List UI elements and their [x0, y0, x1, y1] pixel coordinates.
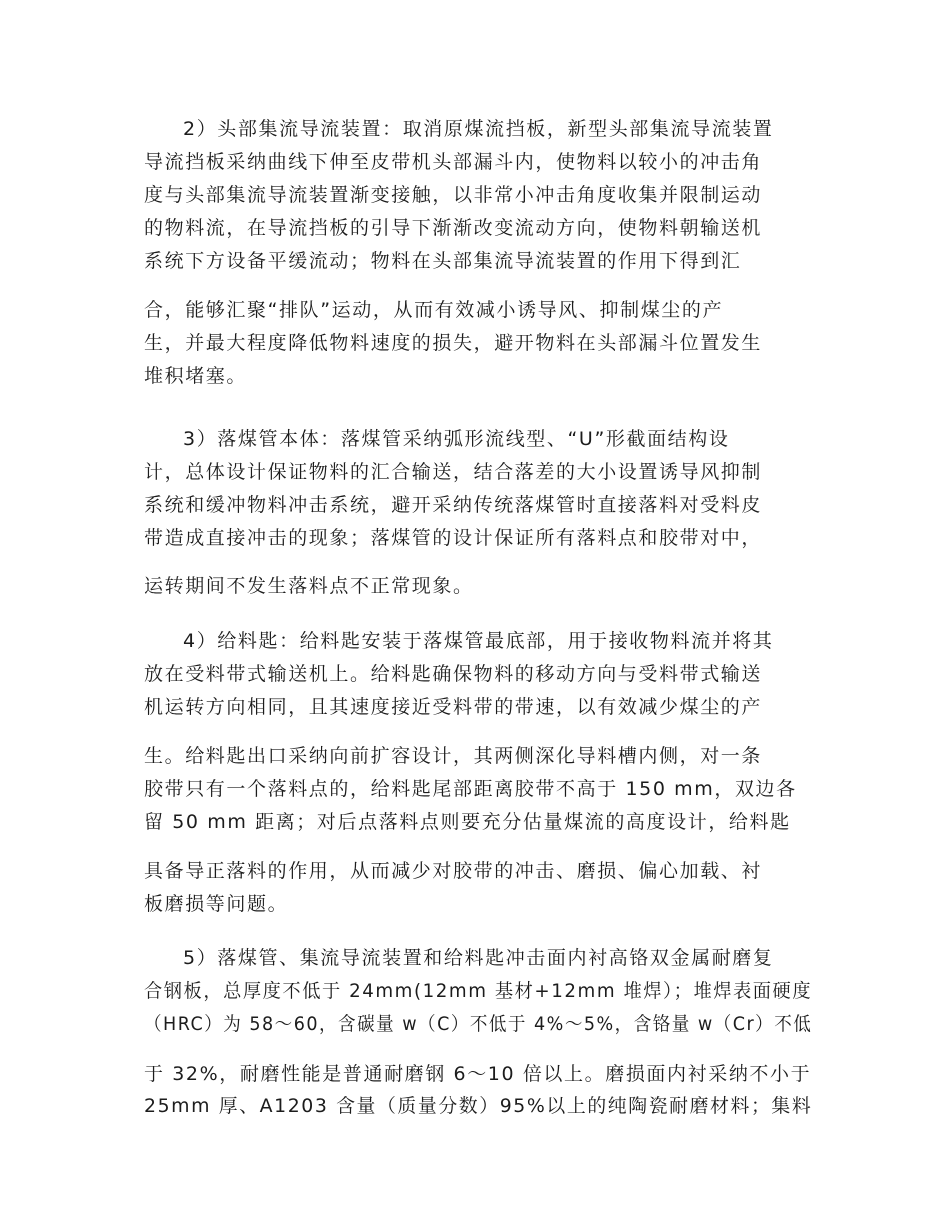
text-line: 2）头部集流导流装置：取消原煤流挡板，新型头部集流导流装置: [183, 118, 774, 140]
text-line: 导流挡板采纳曲线下伸至皮带机头部漏斗内，使物料以较小的冲击角: [144, 151, 763, 173]
text-line: 4）给料匙：给料匙安装于落煤管最底部，用于接收物料流并将其: [183, 630, 774, 652]
text-line: 计，总体设计保证物料的汇合输送，结合落差的大小设置诱导风抑制: [144, 461, 763, 483]
text-line: 放在受料带式输送机上。给料匙确保物料的移动方向与受料带式输送: [144, 663, 763, 685]
text-line: 带造成直接冲击的现象；落煤管的设计保证所有落料点和胶带对中，: [144, 527, 763, 549]
text-line: 机运转方向相同，且其速度接近受料带的带速，以有效减少煤尘的产: [144, 696, 763, 718]
text-line: （HRC）为 58～60，含碳量 w（C）不低于 4%～5%，含铬量 w（Cr）不低: [144, 1013, 813, 1035]
text-line: 系统下方设备平缓流动；物料在头部集流导流装置的作用下得到汇: [144, 250, 742, 272]
text-line: 胶带只有一个落料点的，给料匙尾部距离胶带不高于 150 mm，双边各: [144, 778, 797, 800]
text-line: 板磨损等问题。: [144, 893, 289, 915]
text-line: 留 50 mm 距离；对后点落料点则要充分估量煤流的高度设计，给料匙: [144, 811, 791, 833]
text-line: 运转期间不发生落料点不正常现象。: [144, 575, 474, 597]
text-line: 生，并最大程度降低物料速度的损失，避开物料在头部漏斗位置发生: [144, 332, 763, 354]
text-line: 度与头部集流导流装置渐变接触，以非常小冲击角度收集并限制运动: [144, 184, 763, 206]
text-line: 合，能够汇聚“排队”运动，从而有效减小诱导风、抑制煤尘的产: [144, 299, 724, 321]
text-line: 3）落煤管本体：落煤管采纳弧形流线型、“U”形截面结构设: [183, 428, 730, 450]
text-line: 生。给料匙出口采纳向前扩容设计，其两侧深化导料槽内侧，对一条: [144, 745, 763, 767]
text-line: 合钢板，总厚度不低于 24mm(12mm 基材+12mm 堆焊）；堆焊表面硬度: [144, 980, 813, 1002]
text-line: 堆积堵塞。: [144, 365, 248, 387]
text-line: 系统和缓冲物料冲击系统，避开采纳传统落煤管时直接落料对受料皮: [144, 494, 763, 516]
text-line: 5）落煤管、集流导流装置和给料匙冲击面内衬高铬双金属耐磨复: [183, 947, 774, 969]
text-line: 于 32%，耐磨性能是普通耐磨钢 6～10 倍以上。磨损面内衬采纳不小于: [144, 1063, 812, 1085]
text-line: 具备导正落料的作用，从而减少对胶带的冲击、磨损、偏心加载、衬: [144, 860, 763, 882]
text-line: 25mm 厚、A1203 含量（质量分数）95%以上的纯陶瓷耐磨材料；集料: [144, 1095, 813, 1117]
text-line: 的物料流，在导流挡板的引导下渐渐改变流动方向，使物料朝输送机: [144, 217, 763, 239]
